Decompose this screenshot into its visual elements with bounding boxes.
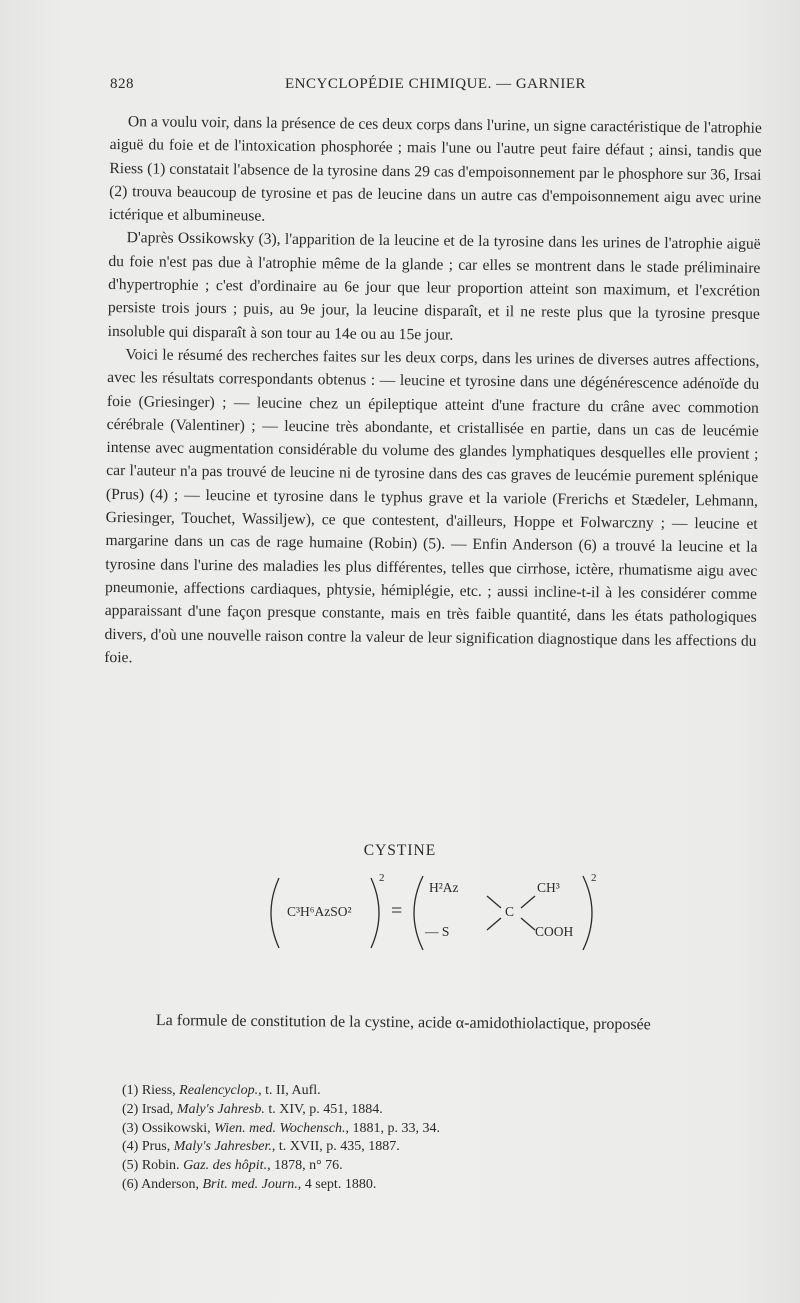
paragraph: Voici le résumé des recherches faites sur les deux corps, dans les urines de diverses autres affections, avec les résultats correspondants obtenus : — leucine et tyrosine dans une dégénérescence adénoïde du foie (Griesinger) ; — leucine chez un épileptique atteint d'une fracture du crâne avec commotion cérébrale (Valentiner) ; — leucine très abondante, et cristallisée en partie, dans un cas de leucémie intense avec augmentation considérable du volume des glandes lymphatiques desquelles elle provient ; car l'auteur n'a pas trouvé de leucine ni de tyrosine dans des cas graves de leucémie purement splénique (Prus) (4) ; — leucine et tyrosine dans le typhus grave et la variole (Frerichs et Stædeler, Lehmann, Griesinger, Touchet, Wassiljew), ce que contestent, d'ailleurs, Hoppe et Folwarczny ; — leucine et margarine dans un cas de rage humaine (Robin) (5). — Enfin Anderson (6) a trouvé la leucine et la tyrosine dans l'urine des maladies les plus différentes, telles que cirrhose, ictère, rhumatisme aigu avec pneumonie, affections cardiaques, phtysie, hémiplégie, etc. ; aussi incline-t-il à les considérer comme apparaissant d'une façon presque constante, mais en très faible quantité, dans les états pathologiques divers, d'où une nouvelle raison contre la valeur de leur signification diagnostique dans les affections du foie. [104,346,760,667]
footnote-work: Maly's Jahresber. [173,1139,272,1155]
footnote [122,1138,722,1157]
footnote-reference: , 1878, n° 76. [267,1158,343,1174]
footnote [122,1120,722,1139]
footnote-work: Realencyclop. [179,1083,259,1098]
footnote-number: (5) [122,1158,139,1174]
footnote [122,1176,722,1195]
formula-center: C [505,904,515,919]
cystine-formula [265,872,625,954]
formula-top-left: H²Az [429,880,459,895]
footnote-number: (4) [122,1139,139,1155]
footnote-author: Irsad, [141,1101,174,1117]
footnote-reference: , t. II, Aufl. [258,1083,321,1098]
footnote [122,1157,722,1176]
section-heading: CYSTINE [363,842,437,859]
running-title: ENCYCLOPÉDIE CHIMIQUE. — GARNIER [285,76,586,92]
footnote-work: Wien. med. Wochensch. [214,1120,346,1136]
footnote [122,1082,722,1101]
formula-equals: = [391,900,403,922]
footnote-author: Ossikowski, [141,1120,211,1136]
footnote-work: Brit. med. Journ. [202,1176,298,1192]
lead-line: La formule de constitution de la cystine, acide α-amidothiolactique, proposée [155,1012,651,1034]
footnote-work: Gaz. des hôpit. [183,1158,268,1174]
paragraph: D'après Ossikowsky (3), l'apparition de la leucine et de la tyrosine dans les urines de l'atrophie aiguë du foie n'est pas due à l'atrophie même de la glande ; car elles se montrent dans le stade préliminaire d'hypertrophie ; c'est d'ordinaire au 6e jour que leur proportion atteint son maximum, et l'excrétion persiste trois jours ; puis, au 9e jour, la leucine disparaît, et il ne reste plus que la tyrosine presque insoluble qui disparaît à son tour au 14e ou au 15e jour. [107,229,761,344]
footnote-number: (2) [122,1101,139,1117]
page-number: 828 [110,76,134,92]
footnote-work: Maly's Jahresb. [176,1101,265,1117]
footnote-reference: , 1881, p. 33, 34. [345,1120,440,1136]
body-text [104,110,762,676]
footnote-number: (3) [122,1120,139,1136]
footnote-reference: , 4 sept. 1880. [297,1176,377,1192]
footnote-author: Prus, [141,1139,171,1155]
formula-bottom-right: COOH [535,924,574,939]
footnote-author: Anderson, [141,1176,199,1192]
formula-left-term: C³H⁶AzSO² [287,904,352,919]
formula-top-right: CH³ [537,880,560,895]
footnote-number: (1) [122,1083,139,1098]
footnote-author: Riess, [141,1083,176,1098]
footnote-author: Robin. [141,1158,180,1174]
footnote [122,1101,722,1120]
footnote-reference: t. XIV, p. 451, 1884. [264,1101,383,1117]
footnote-number: (6) [122,1176,139,1192]
formula-bottom-left: — S [425,924,450,939]
footnote-reference: , t. XVII, p. 435, 1887. [271,1139,400,1155]
formula-exponent: 2 [591,872,597,884]
formula-exponent: 2 [379,872,385,884]
paragraph: On a voulu voir, dans la présence de ces deux corps dans l'urine, un signe caractéristique de l'atrophie aiguë du foie et de l'intoxication phosphorée ; mais l'une ou l'autre peut faire défaut ; ainsi, tandis que Riess (1) constatait l'absence de la tyrosine dans 29 cas d'empoisonnement par le phosphore sur 36, Irsai (2) trouva beaucoup de tyrosine et pas de leucine dans un autre cas d'empoisonnement aigu avec urine ictérique et albumineuse. [108,113,762,225]
footnotes [122,1082,722,1195]
